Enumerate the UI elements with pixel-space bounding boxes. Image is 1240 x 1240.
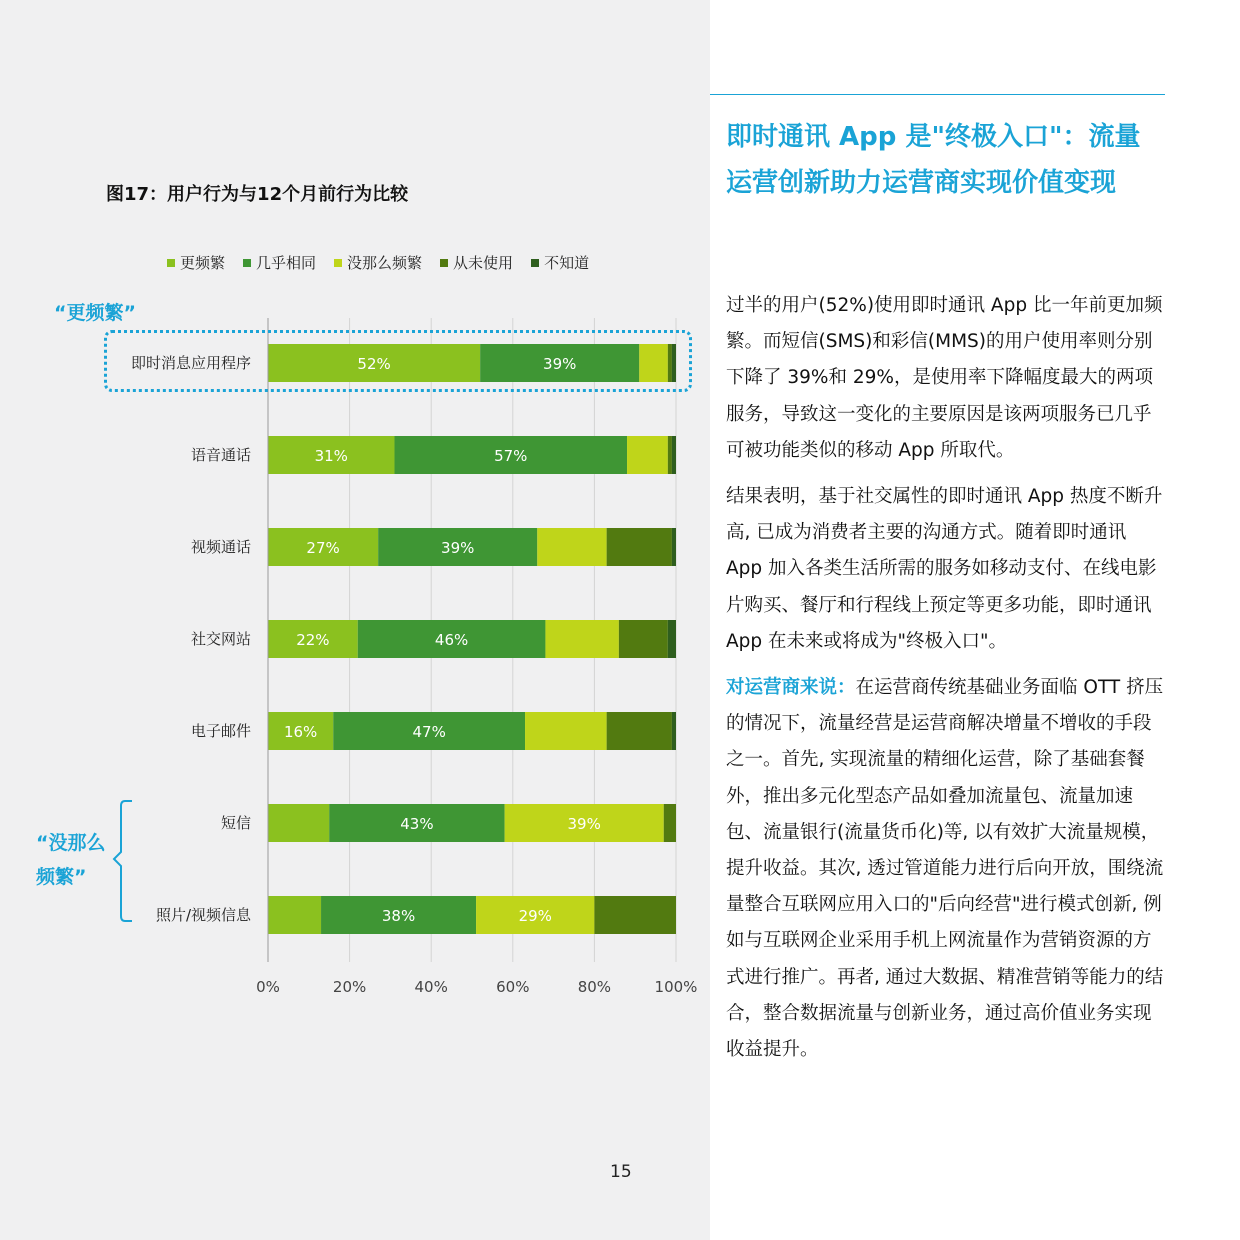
bar-segment [525, 712, 607, 750]
callout-less-frequent-line2: 频繁” [36, 866, 87, 888]
legend-swatch [167, 259, 175, 267]
bar-value-label: 47% [412, 723, 446, 741]
bar-segment [607, 712, 672, 750]
legend-item-5 [531, 252, 589, 273]
bar-value-label: 39% [543, 355, 577, 373]
paragraph-3-lead: 对运营商来说： [726, 677, 856, 699]
x-tick-label: 20% [332, 978, 367, 996]
bar-segment [668, 436, 672, 474]
legend-label: 没那么频繁 [347, 254, 423, 272]
bar-segment [672, 436, 676, 474]
legend-label: 不知道 [544, 254, 590, 272]
x-tick-label: 0% [256, 978, 280, 996]
callout-less-frequent-line1: “没那么 [36, 832, 106, 854]
bar-value-label: 39% [567, 815, 601, 833]
category-label: 照片/视频信息 [155, 906, 251, 924]
category-label: 电子邮件 [190, 722, 251, 740]
bar-segment [268, 896, 321, 934]
bar-value-label: 22% [296, 631, 330, 649]
callout-less-frequent [36, 826, 106, 894]
bar-segment [268, 804, 329, 842]
legend-item-4 [440, 252, 513, 273]
paragraph-3-text: 在运营商传统基础业务面临 OTT 挤压的情况下，流量经营是运营商解决增量不增收的手段之一。首先, 实现流量的精细化运营，除了基础套餐外，推出多元化型态产品如叠加流量包、流量加速包、流量银行(流量货币化)等, 以有效扩大流量规模，提升收益。其次, 透过管道能力进行后向开放，围绕流量整合互联网应用入口的"后向经营"进行模式创新, 例如与互联网企业采用手机上网流量作为营销资源的方式进行推广。再者, 通过大数据、精准营销等能力的结合，整合数据流量与创新业务，通过高价值业务实现收益提升。 [726, 677, 1164, 1061]
x-tick-label: 40% [414, 978, 448, 996]
highlight-box-instant-messaging [104, 330, 692, 392]
category-label: 即时消息应用程序 [130, 354, 251, 372]
bar-value-label: 52% [357, 355, 391, 373]
paragraph-1: 过半的用户(52%)使用即时通讯 App 比一年前更加频繁。而短信(SMS)和彩信(MMS)的用户使用率则分别下降了 39%和 29%，是使用率下降幅度最大的两项服务，导致这一变化的主要原因是该两项服务已几乎可被功能类似的移动 App 所取代。 [726, 295, 1163, 461]
bar-value-label: 57% [494, 447, 528, 465]
bar-value-label: 38% [381, 907, 416, 925]
headline-line2: 运营创新助力运营商实现价值变现 [726, 168, 1117, 198]
paragraph-2: 结果表明，基于社交属性的即时通讯 App 热度不断升高, 已成为消费者主要的沟通方式。随着即时通讯 App 加入各类生活所需的服务如移动支付、在线电影片购买、餐厅和行程线上预定等更多功能，即时通讯 App 在未来或将成为"终极入口"。 [726, 486, 1163, 652]
bar-segment [627, 436, 668, 474]
legend-label: 更频繁 [180, 254, 226, 272]
bar-segment [668, 620, 676, 658]
category-label: 短信 [220, 814, 251, 832]
category-label: 社交网站 [190, 630, 251, 648]
legend-item-3 [334, 252, 422, 273]
bracket-less-frequent [112, 800, 136, 922]
bar-segment [545, 620, 618, 658]
chart-title: 图17：用户行为与12个月前行为比较 [106, 184, 409, 205]
legend-swatch [334, 259, 342, 267]
bar-value-label: 43% [400, 815, 434, 833]
bar-segment [664, 804, 676, 842]
bar-segment [672, 528, 676, 566]
bar-value-label: 27% [306, 539, 340, 557]
legend-item-1 [167, 252, 225, 273]
bar-value-label: 31% [314, 447, 348, 465]
top-rule [710, 94, 1165, 95]
bar-value-label: 46% [434, 631, 469, 649]
legend-label: 几乎相同 [256, 254, 317, 272]
bar-value-label: 29% [518, 907, 552, 925]
bar-value-label: 39% [441, 539, 475, 557]
page-number: 15 [610, 1162, 632, 1182]
category-label: 语音通话 [190, 446, 251, 464]
bar-segment [672, 712, 676, 750]
legend-swatch [531, 259, 539, 267]
legend-swatch [243, 259, 251, 267]
callout-more-frequent: “更频繁” [54, 302, 136, 324]
legend-item-2 [243, 252, 316, 273]
x-tick-label: 80% [577, 978, 612, 996]
article-headline [726, 114, 1176, 206]
bar-segment [619, 620, 668, 658]
bar-segment [537, 528, 606, 566]
bar-segment [594, 896, 676, 934]
article-body [726, 288, 1166, 1078]
category-label: 视频通话 [190, 538, 251, 556]
stacked-bar-chart [0, 300, 710, 1000]
x-tick-label: 100% [654, 978, 698, 996]
legend-label: 从未使用 [453, 254, 514, 272]
chart-legend [167, 252, 607, 273]
bar-value-label: 16% [283, 723, 318, 741]
legend-swatch [440, 259, 448, 267]
bar-segment [607, 528, 672, 566]
x-tick-label: 60% [496, 978, 530, 996]
headline-line1: 即时通讯 App 是"终极入口"：流量 [726, 122, 1141, 152]
paragraph-3 [726, 670, 1166, 1068]
